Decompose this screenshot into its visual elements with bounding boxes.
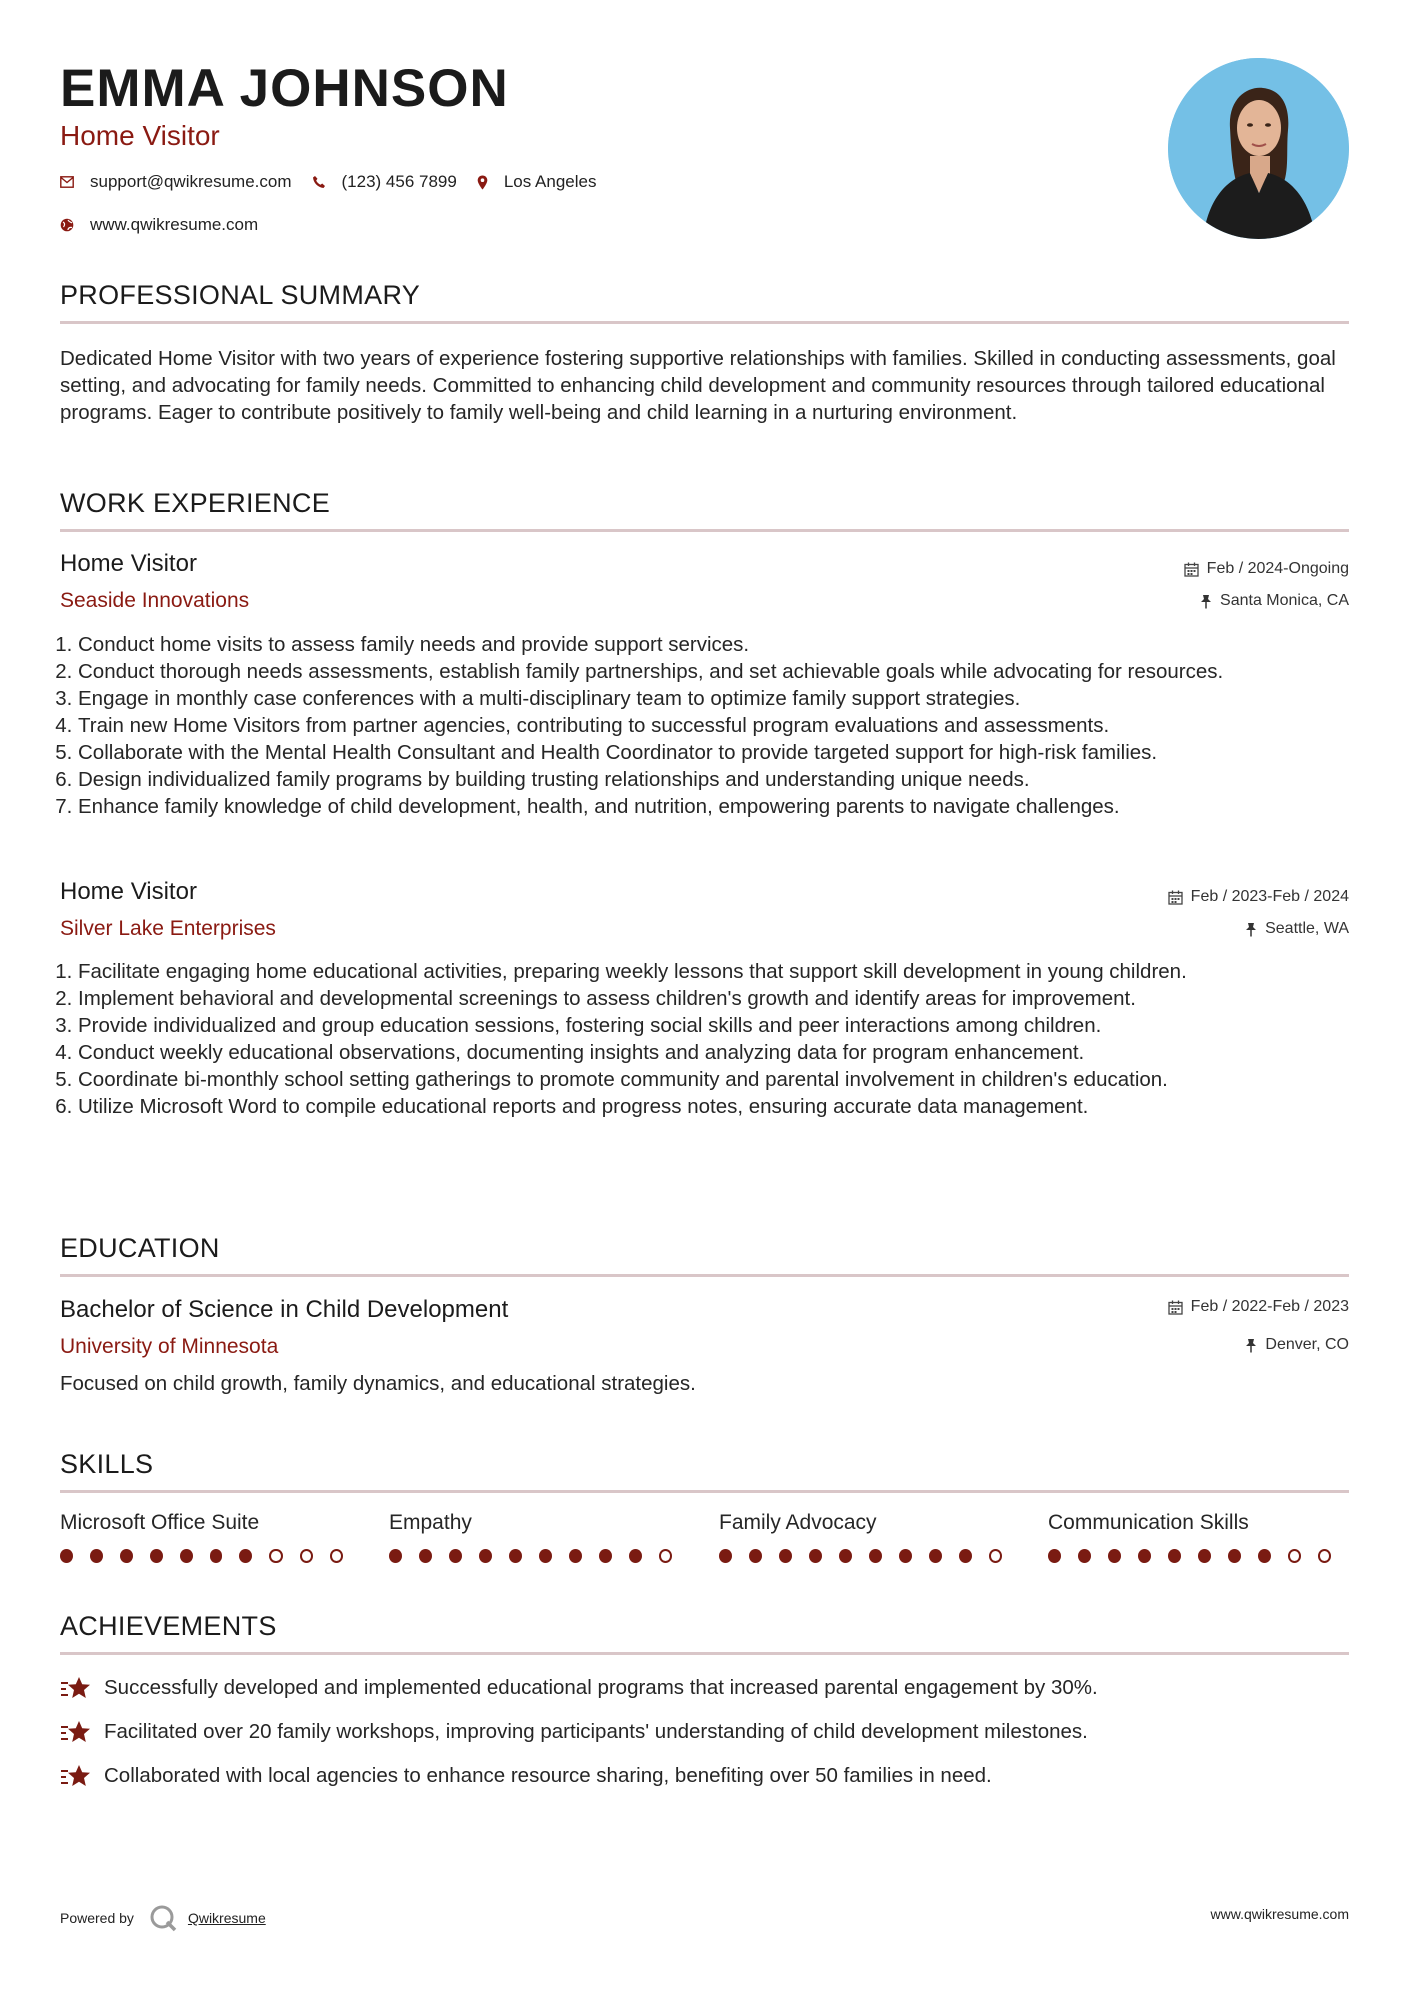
- education-location: [1245, 1336, 1349, 1354]
- rating-dot-empty: [269, 1549, 282, 1563]
- achievements-title: ACHIEVEMENTS: [60, 1611, 277, 1641]
- achievements-divider: [60, 1652, 1349, 1655]
- rating-dot-filled: [839, 1549, 852, 1563]
- rating-dot-filled: [479, 1549, 492, 1563]
- achievement-text: Successfully developed and implemented educational programs that increased parental engagement by 30%.: [104, 1676, 1098, 1699]
- rating-dot-filled: [719, 1549, 732, 1563]
- education-title: EDUCATION: [60, 1233, 220, 1263]
- rating-dot-filled: [569, 1549, 582, 1563]
- rating-dot-filled: [419, 1549, 432, 1563]
- rating-dot-filled: [60, 1549, 73, 1563]
- rating-dot-empty: [1288, 1549, 1301, 1563]
- pushpin-icon: [1245, 1338, 1257, 1353]
- job-dates: [1184, 560, 1349, 578]
- job-dates: [1168, 888, 1349, 906]
- contact-location: [477, 172, 597, 192]
- rating-dot-filled: [929, 1549, 942, 1563]
- contact-email[interactable]: [60, 172, 292, 192]
- calendar-icon: [1184, 562, 1199, 577]
- rating-dot-empty: [300, 1549, 313, 1563]
- list-item: 2. Conduct thorough needs assessments, establish family partnerships, and set achievable goals while advocating for resources.: [78, 658, 1349, 685]
- skill-rating: [1048, 1549, 1348, 1563]
- rating-dot-filled: [629, 1549, 642, 1563]
- calendar-icon: [1168, 1300, 1183, 1315]
- avatar: [1168, 58, 1349, 239]
- list-item: 5. Collaborate with the Mental Health Consultant and Health Coordinator to provide targeted support for high-risk families.: [78, 739, 1349, 766]
- star-icon: [60, 1763, 92, 1789]
- experience-title: WORK EXPERIENCE: [60, 488, 331, 518]
- list-item: 4. Train new Home Visitors from partner agencies, contributing to successful program evaluations and assessments.: [78, 712, 1349, 739]
- rating-dot-filled: [1198, 1549, 1211, 1563]
- achievement-item: [60, 1719, 1088, 1745]
- footer-website[interactable]: www.qwikresume.com: [1210, 1906, 1349, 1922]
- rating-dot-filled: [1258, 1549, 1271, 1563]
- resume-page: [60, 0, 1349, 1990]
- rating-dot-filled: [180, 1549, 193, 1563]
- job-duties-list: [60, 631, 1349, 820]
- website-row: [60, 215, 278, 235]
- list-item: 3. Provide individualized and group education sessions, fostering social skills and peer interactions among children.: [78, 1012, 1349, 1039]
- calendar-icon: [1168, 890, 1183, 905]
- rating-dot-filled: [1078, 1549, 1091, 1563]
- skill-item: [60, 1511, 360, 1563]
- rating-dot-empty: [330, 1549, 343, 1563]
- star-icon: [60, 1675, 92, 1701]
- job-title: Home Visitor: [60, 550, 197, 577]
- summary-divider: [60, 321, 1349, 324]
- footer-powered-by: [60, 1903, 266, 1933]
- list-item: 4. Conduct weekly educational observations, documenting insights and analyzing data for program enhancement.: [78, 1039, 1349, 1066]
- rating-dot-filled: [869, 1549, 882, 1563]
- job-location-text: Seattle, WA: [1265, 920, 1349, 937]
- qwikresume-logo-icon: [148, 1903, 178, 1933]
- list-item: 2. Implement behavioral and developmental screenings to assess children's growth and identify areas for improvement.: [78, 985, 1349, 1012]
- job-location: [1245, 920, 1349, 938]
- rating-dot-filled: [449, 1549, 462, 1563]
- envelope-icon: [60, 176, 74, 188]
- rating-dot-empty: [989, 1549, 1002, 1563]
- list-item: 6. Utilize Microsoft Word to compile educational reports and progress notes, ensuring accurate data management.: [78, 1093, 1349, 1120]
- job-location: [1200, 592, 1349, 610]
- achievement-item: [60, 1763, 992, 1789]
- globe-icon: [60, 218, 74, 232]
- job-company: Silver Lake Enterprises: [60, 917, 276, 940]
- rating-dot-filled: [509, 1549, 522, 1563]
- education-divider: [60, 1274, 1349, 1277]
- education-location-text: Denver, CO: [1265, 1336, 1349, 1353]
- rating-dot-filled: [1168, 1549, 1181, 1563]
- rating-dot-filled: [90, 1549, 103, 1563]
- rating-dot-filled: [239, 1549, 252, 1563]
- location-text: Los Angeles: [503, 172, 597, 191]
- job-title: Home Visitor: [60, 878, 197, 905]
- achievement-text: Facilitated over 20 family workshops, improving participants' understanding of child development milestones.: [104, 1720, 1088, 1743]
- rating-dot-filled: [210, 1549, 223, 1563]
- skill-item: [389, 1511, 689, 1563]
- education-dates: [1168, 1298, 1349, 1316]
- profile-photo: [1168, 58, 1349, 239]
- map-pin-icon: [477, 175, 488, 190]
- email-text: support@qwikresume.com: [90, 172, 292, 191]
- pushpin-icon: [1245, 922, 1257, 937]
- rating-dot-filled: [1138, 1549, 1151, 1563]
- school-name: University of Minnesota: [60, 1335, 279, 1358]
- rating-dot-filled: [389, 1549, 402, 1563]
- list-item: 1. Conduct home visits to assess family needs and provide support services.: [78, 631, 1349, 658]
- skills-divider: [60, 1490, 1349, 1493]
- powered-by-text: Powered by: [60, 1910, 134, 1926]
- list-item: 3. Engage in monthly case conferences with a multi-disciplinary team to optimize family support strategies.: [78, 685, 1349, 712]
- contact-phone[interactable]: [312, 172, 457, 192]
- rating-dot-filled: [899, 1549, 912, 1563]
- degree-title: Bachelor of Science in Child Development: [60, 1296, 509, 1323]
- skill-label: Communication Skills: [1048, 1511, 1249, 1534]
- rating-dot-filled: [1048, 1549, 1061, 1563]
- skill-rating: [719, 1549, 1019, 1563]
- list-item: 7. Enhance family knowledge of child development, health, and nutrition, empowering parents to navigate challenges.: [78, 793, 1349, 820]
- job-company: Seaside Innovations: [60, 589, 250, 612]
- job-dates-text: Feb / 2023-Feb / 2024: [1190, 888, 1349, 905]
- achievement-item: [60, 1675, 1098, 1701]
- skills-title: SKILLS: [60, 1449, 154, 1479]
- skill-item: [1048, 1511, 1348, 1563]
- contact-row: [60, 172, 616, 192]
- skill-rating: [389, 1549, 689, 1563]
- star-icon: [60, 1719, 92, 1745]
- job-location-text: Santa Monica, CA: [1220, 592, 1349, 609]
- rating-dot-filled: [1228, 1549, 1241, 1563]
- rating-dot-filled: [779, 1549, 792, 1563]
- rating-dot-filled: [120, 1549, 133, 1563]
- list-item: 6. Design individualized family programs by building trusting relationships and understanding unique needs.: [78, 766, 1349, 793]
- skill-label: Microsoft Office Suite: [60, 1511, 260, 1534]
- list-item: 1. Facilitate engaging home educational activities, preparing weekly lessons that support skill development in young children.: [78, 958, 1349, 985]
- achievement-text: Collaborated with local agencies to enhance resource sharing, benefiting over 50 families in need.: [104, 1764, 992, 1787]
- brand-link[interactable]: Qwikresume: [187, 1910, 266, 1926]
- rating-dot-empty: [659, 1549, 672, 1563]
- skill-item: [719, 1511, 1019, 1563]
- skill-label: Empathy: [389, 1511, 472, 1534]
- summary-title: PROFESSIONAL SUMMARY: [60, 280, 421, 310]
- rating-dot-filled: [150, 1549, 163, 1563]
- education-description: Focused on child growth, family dynamics, and educational strategies.: [60, 1372, 696, 1395]
- job-dates-text: Feb / 2024-Ongoing: [1206, 560, 1349, 577]
- rating-dot-filled: [539, 1549, 552, 1563]
- job-duties-list: [60, 958, 1349, 1120]
- summary-text: Dedicated Home Visitor with two years of experience fostering supportive relationships with families. Skilled in conducting assessments, goal setting, and advocating for family needs. Committed to enhancing child development and community resources through tailored educational programs. Eager to contribute positively to family well-being and child learning in a nurturing environment.: [60, 347, 1336, 424]
- education-dates-text: Feb / 2022-Feb / 2023: [1190, 1298, 1349, 1315]
- pushpin-icon: [1200, 594, 1212, 609]
- rating-dot-filled: [959, 1549, 972, 1563]
- rating-dot-filled: [599, 1549, 612, 1563]
- rating-dot-filled: [809, 1549, 822, 1563]
- list-item: 5. Coordinate bi-monthly school setting gatherings to promote community and parental involvement in children's education.: [78, 1066, 1349, 1093]
- website-text: www.qwikresume.com: [90, 215, 259, 234]
- skill-label: Family Advocacy: [719, 1511, 877, 1534]
- experience-divider: [60, 529, 1349, 532]
- candidate-role: Home Visitor: [60, 120, 220, 151]
- rating-dot-filled: [1108, 1549, 1121, 1563]
- phone-text: (123) 456 7899: [341, 172, 457, 191]
- skill-rating: [60, 1549, 360, 1563]
- contact-website[interactable]: [60, 215, 258, 235]
- rating-dot-empty: [1318, 1549, 1331, 1563]
- rating-dot-filled: [749, 1549, 762, 1563]
- phone-icon: [312, 175, 326, 189]
- candidate-name: EMMA JOHNSON: [60, 59, 509, 118]
